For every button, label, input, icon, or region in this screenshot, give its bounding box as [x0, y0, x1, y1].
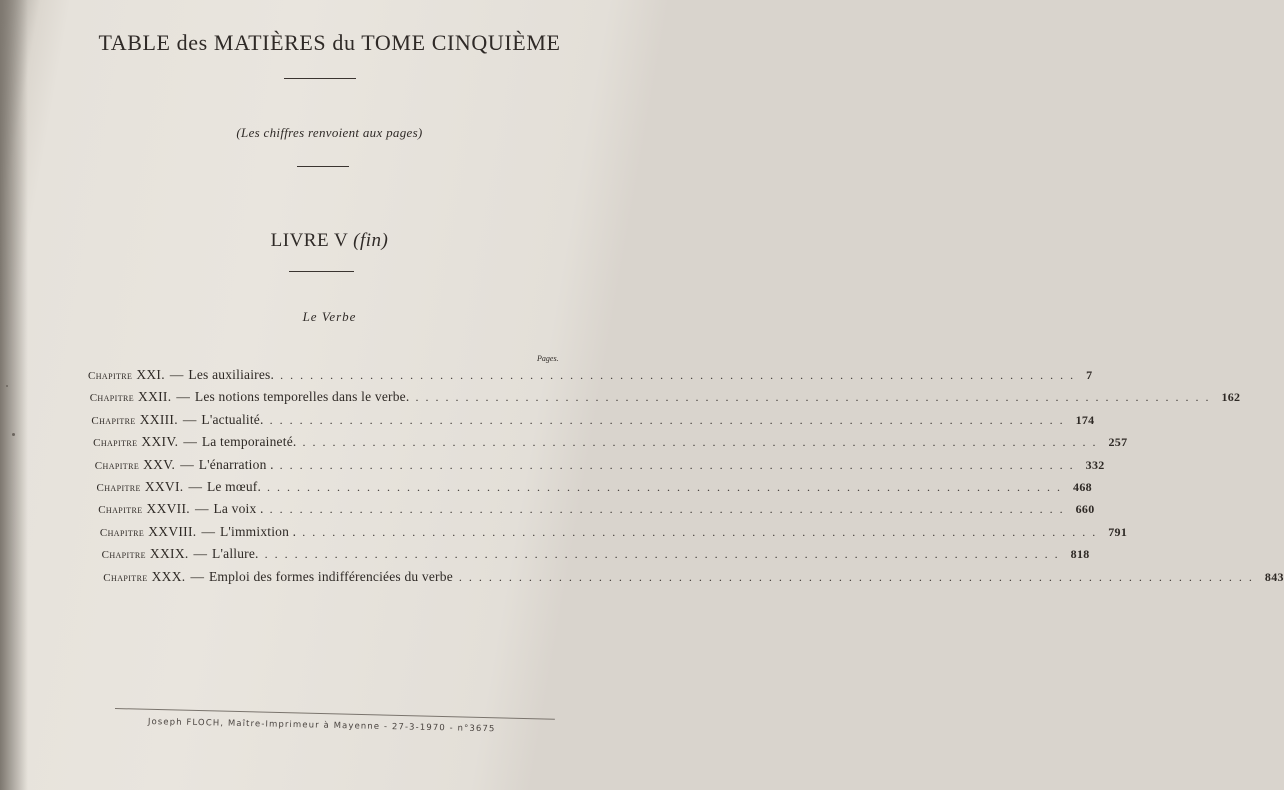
chapter-number: XXVII. [146, 501, 190, 517]
chapter-number: XXIII. [139, 411, 178, 427]
chapter-title: L'immixtion . [219, 523, 297, 539]
chapter-page-number: 332 [1085, 457, 1105, 472]
chapter-title: Les notions temporelles dans le verbe. [194, 389, 410, 405]
toc-entry [101, 546, 1090, 562]
leader-dots: ................................................................................ [415, 390, 1216, 405]
leader-dots: ................................................................................ [279, 457, 1080, 472]
leader-dots: ................................................................................ [280, 368, 1081, 382]
book-rule [289, 271, 354, 272]
chapter-label: Chapitre [91, 414, 136, 427]
chapter-dash: — [169, 367, 184, 382]
toc-entry [88, 367, 1093, 383]
leader-dots: ................................................................................ [264, 547, 1065, 562]
chapter-label: Chapitre [98, 504, 143, 517]
chapter-page-number: 174 [1075, 412, 1095, 427]
chapter-label: Chapitre [89, 392, 135, 405]
chapter-page-number: 791 [1108, 524, 1128, 539]
margin-speck [6, 385, 8, 387]
chapter-dash: — [182, 411, 197, 427]
toc-entry [91, 411, 1095, 428]
book-heading-sub: (fin) [353, 230, 389, 251]
chapter-label: Chapitre [94, 459, 140, 472]
title-rule [284, 78, 356, 79]
chapter-dash: — [190, 568, 204, 584]
chapter-label: Chapitre [96, 482, 141, 494]
page-title: TABLE des MATIÈRES du TOME CINQUIÈME [98, 30, 561, 55]
chapter-label: Chapitre [99, 526, 145, 539]
chapter-number: XXI. [136, 367, 165, 382]
leader-dots: ................................................................................ [302, 435, 1103, 450]
chapter-dash: — [188, 479, 202, 494]
toc-entry [98, 501, 1095, 517]
chapter-dash: — [194, 501, 209, 517]
chapter-label: Chapitre [103, 571, 148, 584]
chapter-dash: — [180, 456, 194, 472]
chapter-title: L'allure. [212, 546, 259, 562]
book-heading [0, 230, 659, 252]
chapter-page-number: 7 [1086, 368, 1093, 382]
chapter-title: Emploi des formes indifférenciées du verbe [208, 568, 453, 584]
chapter-label: Chapitre [93, 437, 138, 450]
printer-footer: Joseph FLOCH, Maître-Imprimeur à Mayenne - 27-3-1970 - n°3675 [147, 717, 496, 735]
toc-entry [103, 568, 1284, 585]
chapter-dash: — [201, 523, 215, 539]
chapter-page-number: 162 [1221, 390, 1241, 405]
chapter-number: XXIX. [149, 546, 189, 562]
leader-dots: ................................................................................ [269, 502, 1070, 517]
toc-entry [89, 389, 1241, 405]
chapter-number: XXVI. [144, 479, 184, 494]
section-heading: Le Verbe [302, 309, 357, 324]
toc-entry [99, 523, 1128, 540]
chapter-title: La temporaineté. [201, 434, 297, 450]
chapter-page-number: 818 [1070, 547, 1090, 562]
chapter-page-number: 468 [1073, 480, 1092, 494]
pages-column-header: Pages. [537, 354, 559, 363]
chapter-dash: — [183, 434, 197, 450]
chapter-number: XXV. [143, 456, 176, 472]
leader-dots: ................................................................................ [458, 569, 1259, 584]
chapter-number: XXIV. [141, 434, 179, 450]
chapter-title: Le mœuf. [206, 479, 262, 494]
chapter-title: L'énarration . [198, 456, 274, 472]
chapter-number: XXII. [138, 389, 172, 405]
chapter-label: Chapitre [88, 370, 133, 382]
chapter-title: La voix . [213, 501, 264, 517]
book-heading-main: LIVRE V [270, 230, 348, 251]
chapter-title: Les auxiliaires. [188, 367, 275, 382]
chapter-page-number: 257 [1108, 435, 1128, 450]
chapter-dash: — [193, 546, 208, 562]
margin-speck [12, 433, 15, 436]
page-note: (Les chiffres renvoient aux pages) [236, 125, 423, 140]
chapter-dash: — [176, 389, 190, 405]
chapter-number: XXVIII. [148, 523, 197, 539]
toc-entry [93, 434, 1128, 450]
leader-dots: ................................................................................ [267, 480, 1068, 494]
leader-dots: ................................................................................ [269, 412, 1070, 427]
chapter-page-number: 843 [1264, 569, 1284, 584]
note-rule [297, 166, 349, 167]
chapter-title: L'actualité. [201, 411, 264, 427]
chapter-label: Chapitre [101, 549, 146, 562]
toc-entry [96, 479, 1092, 495]
chapter-page-number: 660 [1075, 502, 1095, 517]
chapter-number: XXX. [151, 568, 186, 584]
toc-entry [94, 456, 1105, 473]
leader-dots: ................................................................................ [302, 524, 1103, 539]
